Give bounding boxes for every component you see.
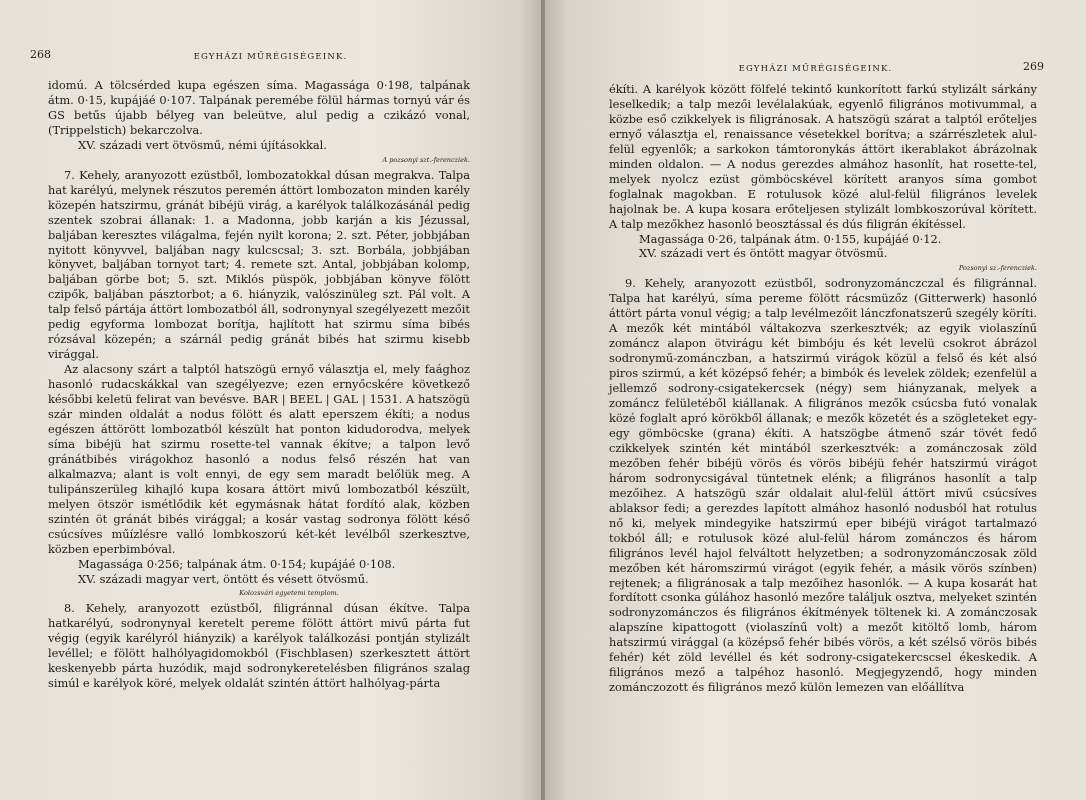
paragraph: Magassága 0·256; talpának átm. 0·154; kupájáé 0·108. <box>78 556 396 571</box>
running-title: EGYHÁZI MŰRÉGISÉGEINK. <box>193 52 348 62</box>
paragraph: 8. Kehely, aranyozott ezüstből, filigránnal dúsan ékítve. Talpa hatkarélyú, sodronynyal keretelt pereme fölött áttört mivű párta fut végig (egyik karélyról hiányzik) a karélyok találkozási pontján stylizált levéllel; e fölött halhólyagidomokból (Fischblasen) szerkesztett áttört keskenyebb párta huzódik, majd sodronykeretelésben filigrános szalag simúl e karélyok köré, melyek oldalát szintén áttört halhólyag-párta <box>48 601 470 691</box>
paragraph: XV. századi vert és öntött magyar ötvösmű. <box>639 246 888 261</box>
page-number: 269 <box>1023 60 1044 73</box>
left-page <box>0 0 541 800</box>
paragraph: 7. Kehely, aranyozott ezüstből, lombozatokkal dúsan megrakva. Talpa hat karélyú, melynek részutos peremén áttört lombozaton minden karély közepén hatszirmu, gránát bibéjü virág, a karélyok találkozásánál pedig szentek szobrai állanak: 1. a Madonna, jobb karján a kis Jézussal, baljában keresztes világalma, fején nyilt korona; 2. szt. Péter, jobbjában nyitott könyvvel, baljában nagy kulcscsal; 3. szt. Borbála, jobbjában könyvet, baljában tornyot tart; 4. remete szt. Antal, jobbjában kolomp, baljában görbe bot; 5. szt. Miklós püspök, jobbjában könyve fölött czipők, baljában pásztorbot; a 6. hiányzik, valószinüleg szt. Pál volt. A talp felső pártája áttört lombozatból áll, sodronynyal szegélyezett mezőit pedig egyforma lombozat borítja, hajlított hat szirmu síma bibés rózsával közepén; a szárnál pedig gránát bibés hat szirmu kisebb virággal. <box>48 167 470 362</box>
paragraph: XV. századi vert ötvösmű, némi újításokkal. <box>78 137 327 152</box>
location-note: A pozsonyi szt.-ferencziek. <box>382 155 470 164</box>
right-page <box>545 0 1086 800</box>
paragraph: Az alacsony szárt a talptól hatszögü ernyő választja el, mely faághoz hasonló rudacskákkal van szegélyezve; ezen ernyőcskére következő későbbi keletü felirat van bevésve. BAR | BEEL | GAL | 1531. A hatszögü szár minden oldalát a nodus fölött és alatt eperszem ékíti; a nodus egészen áttörött lombozatból készült hat ponton kidudorodva, melyek síma bibéjü hat szirmu rosette-tel vannak ékítve; a talpon levő gránátbibés virágokhoz hasonló a nodus felső részén hat van alkalmazva; alant is volt ennyi, de egy sem maradt belőlük meg. A tulipánszerüleg kihajló kupa kosara áttört mivű lombozatból készült, melyen ötször ismétlődik két egymásnak hátat fordító alak, közben szintén öt gránát bibés virággal; a kosár vastag sodronya fölött késő csúcsíves műízlésre valló lombkoszorú két-két levélből szerkesztve, közben eperbimbóval. <box>48 362 470 556</box>
paragraph: Magassága 0·26, talpának átm. 0·155, kupájáé 0·12. <box>639 231 942 246</box>
paragraph: XV. századi magyar vert, öntött és vésett ötvösmű. <box>78 571 369 586</box>
paragraph: idomú. A tölcsérded kupa egészen síma. Magassága 0·198, talpának átm. 0·15, kupájáé 0·107. Talpának peremébe fölül hármas tornyú vár és GS betűs újabb bélyeg van beleütve, alul pedig a czikázó vonal, (Trippelstich) bekarczolva. <box>48 78 470 137</box>
running-title: EGYHÁZI MŰRÉGISÉGEINK. <box>738 64 893 74</box>
paragraph: ékíti. A karélyok között fölfelé tekintő kunkorított farkú stylizált sárkány leselkedik; a talp mezői levélalakúak, egyenlő filigrános motivummal, a közbe eső czikkelyek is filigránosak. A hatszögü szárat a talptól erőteljes ernyő választja el, renaissance vésetekkel borítva; a szárrészletek alul-felül egyenlők; a sarkokon támtoronykás áttört ikerablakot ábrázolnak minden oldalon. — A nodus gerezdes almához hasonlít, hat rosette-tel, melyek nyolcz ezüst gömböcskével körített aranyos síma gombot foglalnak magokban. E rotulusok közé alul-felül filigrános levelek hajolnak be. A kupa kosara erőteljesen stylizált lombkoszorúval körített. A talp mezőkhez hasonló beosztással és dús filigrán ékítéssel. <box>609 82 1037 231</box>
right-body-text <box>609 82 1037 695</box>
location-note: Kolozsvári egyetemi templom. <box>239 589 339 598</box>
paragraph: 9. Kehely, aranyozott ezüstből, sodronyzománczczal és filigránnal. Talpa hat karélyú, síma pereme fölött rácsmüzőz (Gitterwerk) hasonló áttört párta vonul végig; a talp levélmezőit lánczfonatszerű szegély köríti. A mezők két mintából váltakozva szerkesztvék; az egyik violaszínű zománcz alapon ötvirágu két bimbóju és két levelü csokrot ábrázol sodronymű-zománczban, a hatszirmú virágok közül a felső és két alsó piros szirmú, a két középső fehér; a bimbók és levelek zöldek; ezenfelül a jellemző sodrony-csigatekercsek (négy) sem hiányzanak, melyek a zománcz felületéből kiállanak. A filigrános mezők csúcsba futó vonalak közé foglalt apró körökből állanak; e mezők közetét és a szögleteket egy-egy gömböcske (grana) ékíti. A hatszögbe átmenő szár tövét fedő czikkelyek szintén két mintából szerkesztvék: a zománczosak zöld mezőben fehér bibéjü vörös és vörös bibéjü fehér hatszirmú virágot három sodronycsigával tüntetnek elénk; a filigrános hasonlít a talp mezőihez. A hatszögü szár oldalait alul-felül áttört mivű csúcsíves ablaksor fedi; a gerezdes lapított almához hasonló nodusból hat rotulus nő ki, melyek mindegyike hatszirmú eper bibéjü virágot tartalmazó tokból áll; e rotulusok közé alul-felül három zománczos és három filigrános levél hajol felváltott helyzetben; a sodronyzománczosak zöld mezőben két háromszirmú virágot (egyik fehér, a másik vörös színben) rejtenek; a filigránosak a talp mezőihez hasonlók. — A kupa kosarát hat fordított csonka gúlához hasonló mezőre találjuk osztva, melyeket szintén sodronyzománczos és filigrános ékítmények töltenek ki. A zománczosak alapszíne kipattogott (violaszínű volt) a mezőt kitöltő lomb, három hatszirmú virággal (a középső fehér bibés vörös, a két szélső vörös bibés fehér) két zöld levéllel és két sodrony-csigatekercscsel ékeskedik. A filigrános mező a talpéhoz hasonló. Megjegyzendő, hogy minden zománczozott és filigrános mező külön lemezen van előállítva <box>609 276 1037 695</box>
left-body-text <box>48 78 470 691</box>
location-note: Pozsonyi sz.-ferencziek. <box>958 264 1037 273</box>
page-number: 268 <box>30 48 51 61</box>
